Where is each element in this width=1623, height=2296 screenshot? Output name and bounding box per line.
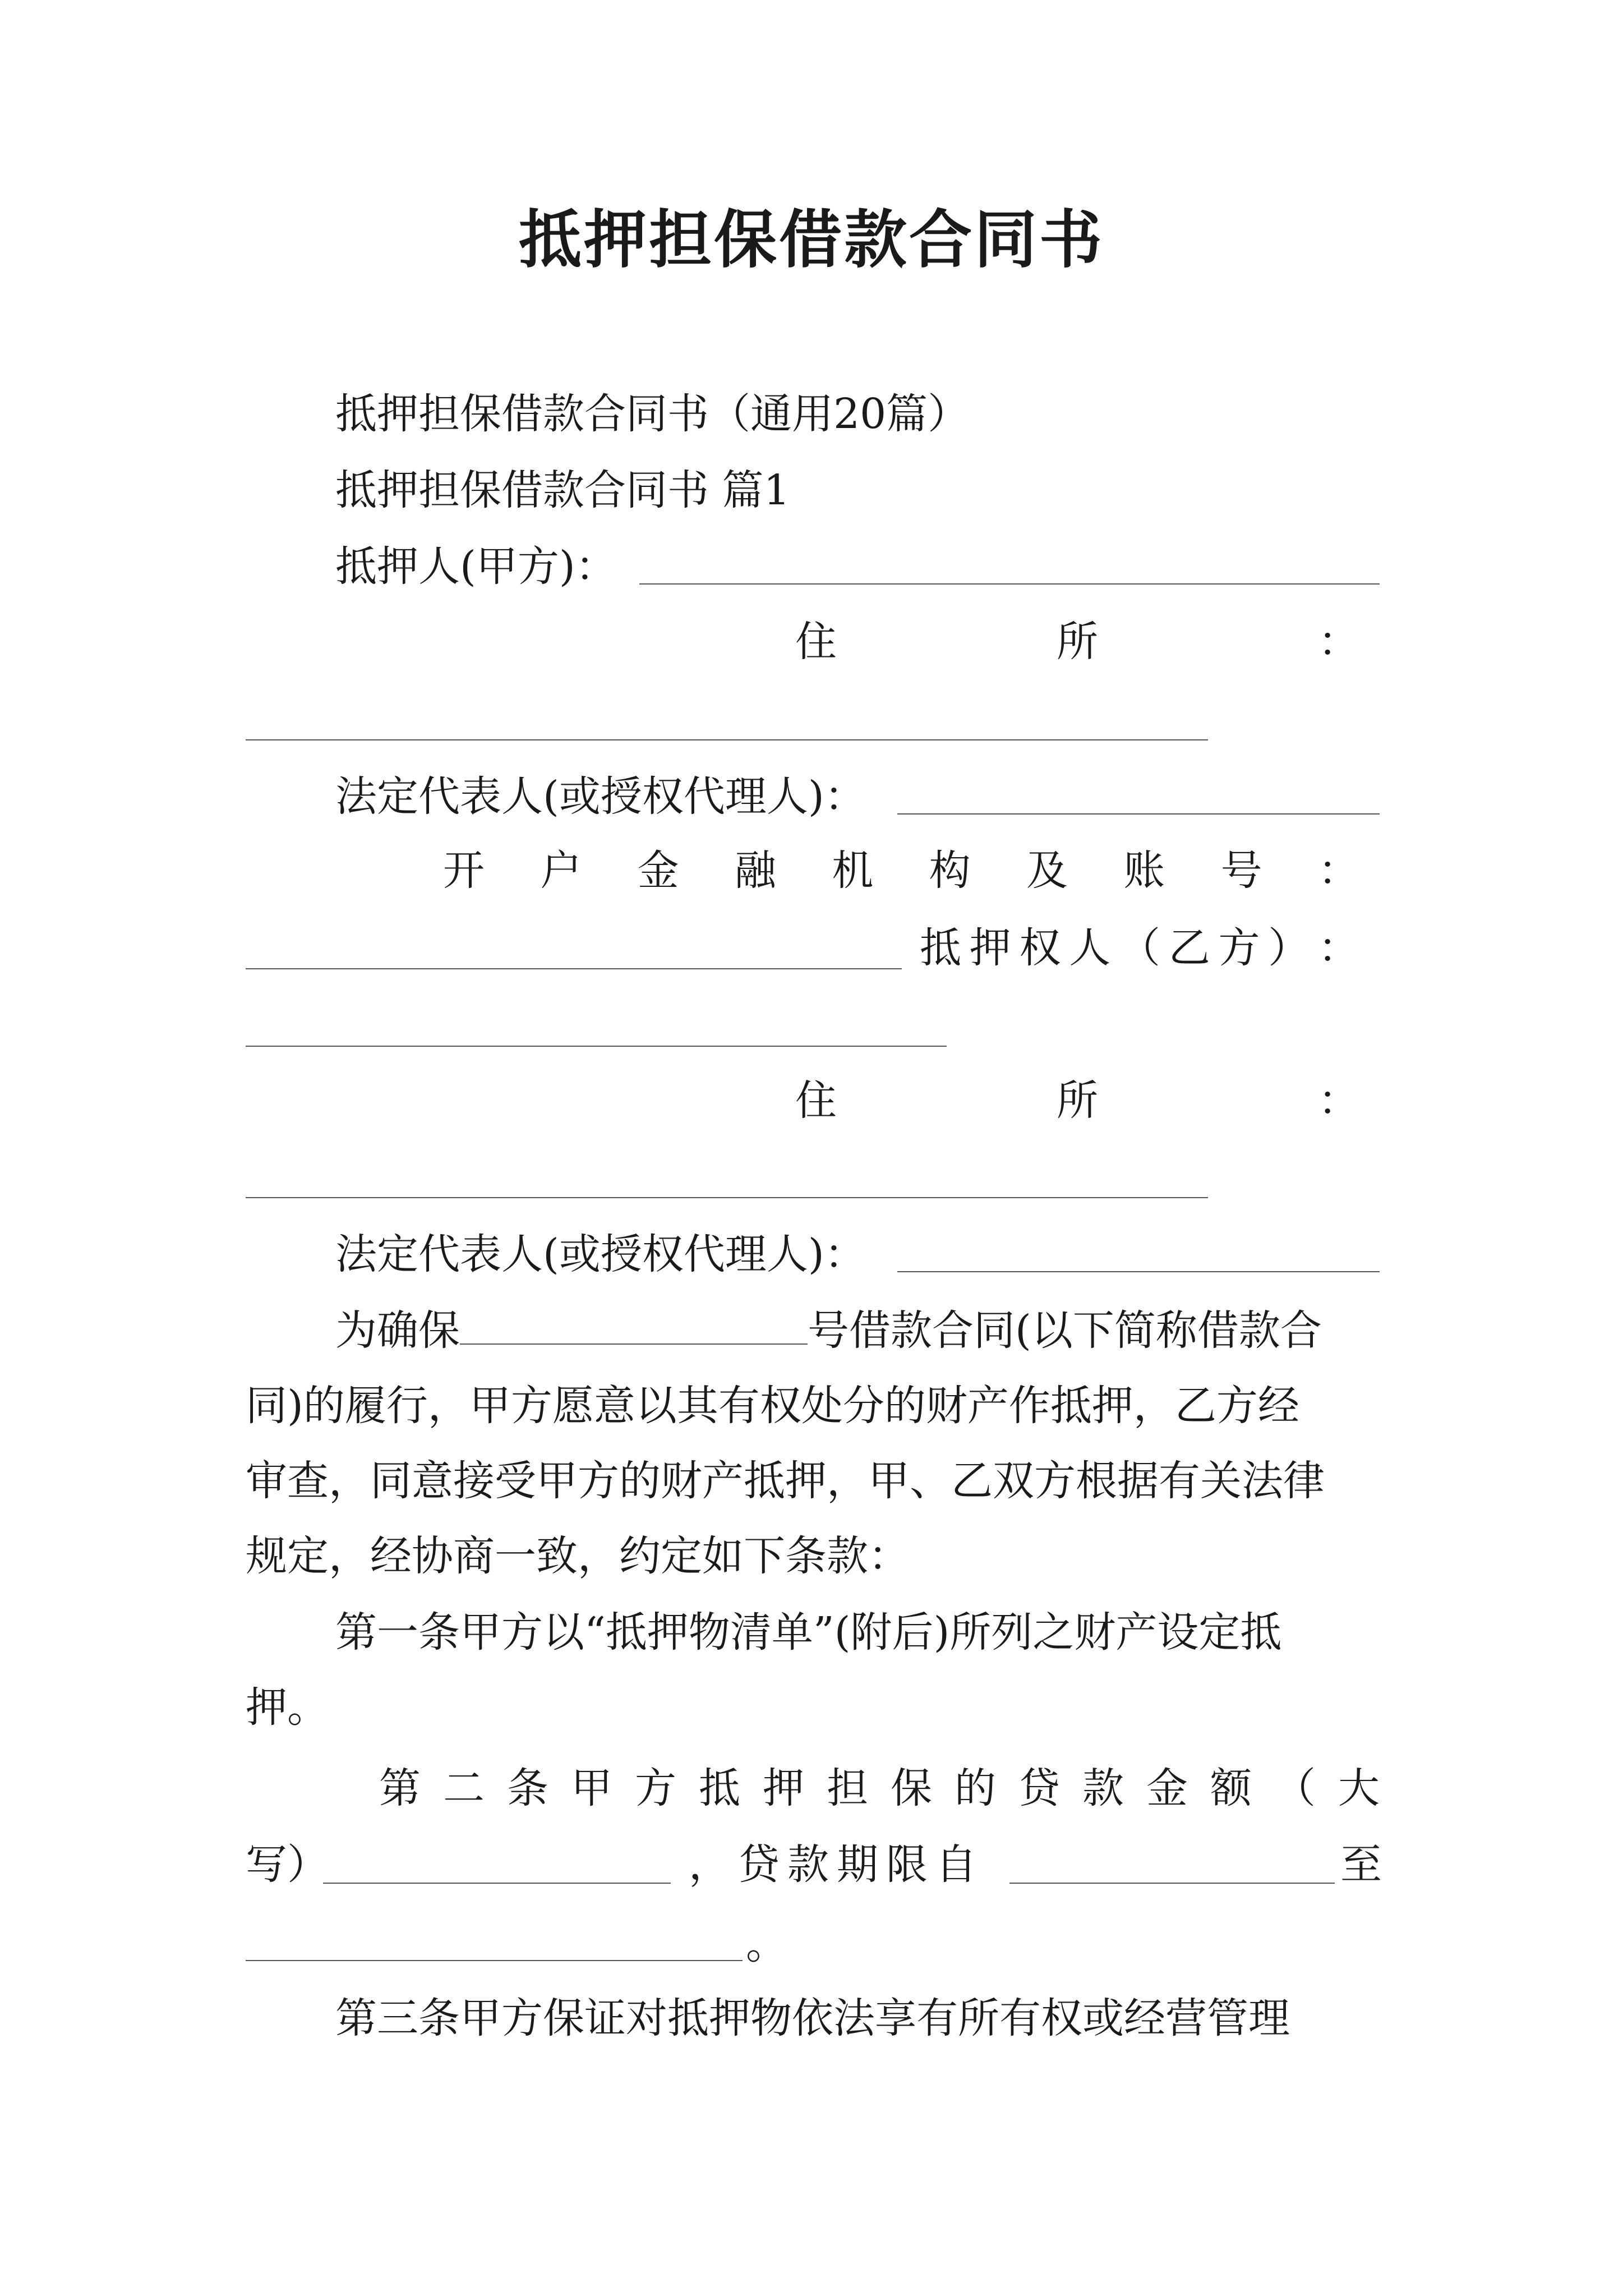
para1-line4: 规定，经协商一致，约定如下条款： xyxy=(246,1532,910,1580)
mortgagee-char: 抵 xyxy=(920,924,961,972)
term-end-blank xyxy=(246,1960,743,1961)
article2-line1 xyxy=(379,1760,1380,1816)
bank-char: 融 xyxy=(734,846,776,895)
subtitle: 抵押担保借款合同书（通用20篇） xyxy=(335,390,970,438)
mortgagee-row xyxy=(920,920,1359,976)
article2-char: 第 xyxy=(379,1764,421,1812)
address-a-blank xyxy=(246,739,1208,740)
bank-char: 机 xyxy=(832,846,874,895)
bank-char: 构 xyxy=(929,846,971,895)
article2-char: 款 xyxy=(1082,1764,1124,1812)
bank-char: 开 xyxy=(443,846,485,895)
legal-rep-a-label: 法定代表人(或授权代理人)： xyxy=(335,772,866,821)
article2-end: 。 xyxy=(746,1920,787,1968)
address-a-row xyxy=(795,614,1359,670)
article2-to: 至 xyxy=(1340,1841,1382,1889)
article1-line1: 第一条甲方以“抵押物清单”(附后)所列之财产设定抵 xyxy=(335,1608,1282,1657)
address-a-char: 住 xyxy=(795,618,837,666)
article2-char: 甲 xyxy=(571,1764,612,1812)
mortgagee-char: 权 xyxy=(1019,924,1061,972)
bank-char: 号 xyxy=(1220,846,1262,895)
para1-line3: 审查，同意接受甲方的财产抵押，甲、乙双方根据有关法律 xyxy=(246,1457,1325,1505)
address-a-char: ： xyxy=(1318,618,1359,666)
para1-rest: 号借款合同(以下简称借款合 xyxy=(808,1306,1322,1355)
article2-write-label: 写） xyxy=(246,1841,329,1889)
legal-rep-b-label: 法定代表人(或授权代理人)： xyxy=(335,1230,866,1278)
article2-char: 押 xyxy=(763,1764,804,1812)
bank-blank xyxy=(246,968,902,969)
mortgagee-char: （ xyxy=(1119,924,1160,972)
mortgagee-char: 押 xyxy=(969,924,1011,972)
para1-start: 为确保 xyxy=(335,1306,460,1355)
article2-char: 保 xyxy=(891,1764,932,1812)
address-b-char: 住 xyxy=(795,1076,837,1125)
article2-term-label: ，贷款期限自 xyxy=(689,1841,985,1889)
article3-line1: 第三条甲方保证对抵押物依法享有所有权或经营管理 xyxy=(335,1994,1290,2042)
mortgagee-char: 乙 xyxy=(1168,924,1210,972)
legal-rep-a-blank xyxy=(897,813,1380,815)
article2-char: 额 xyxy=(1210,1764,1252,1812)
mortgagee-blank xyxy=(246,1046,947,1047)
article2-char: 抵 xyxy=(699,1764,740,1812)
document-title: 抵押担保借款合同书 xyxy=(519,203,1104,277)
article2-char: 方 xyxy=(635,1764,676,1812)
mortgagor-label: 抵押人(甲方)： xyxy=(335,542,617,591)
bank-char: 户 xyxy=(540,846,582,895)
contract-number-blank xyxy=(460,1308,808,1345)
address-a-char: 所 xyxy=(1057,618,1098,666)
article2-char: 条 xyxy=(507,1764,548,1812)
para1-line2: 同)的履行，甲方愿意以其有权处分的财产作抵押，乙方经 xyxy=(246,1382,1299,1430)
bank-char: 账 xyxy=(1123,846,1165,895)
bank-char: 金 xyxy=(637,846,679,895)
mortgagee-char: 人 xyxy=(1069,924,1111,972)
article2-char: 贷 xyxy=(1018,1764,1060,1812)
mortgagee-char: ） xyxy=(1268,924,1310,972)
article2-char: 金 xyxy=(1146,1764,1188,1812)
article1-line2: 押。 xyxy=(246,1683,329,1732)
mortgagor-blank xyxy=(639,583,1380,585)
bank-row xyxy=(443,843,1359,899)
term-start-blank xyxy=(1009,1883,1335,1884)
mortgagee-char: ： xyxy=(1318,924,1359,972)
bank-char: ： xyxy=(1317,846,1359,895)
legal-rep-b-blank xyxy=(897,1271,1380,1272)
amount-blank xyxy=(323,1883,671,1884)
para1-line1 xyxy=(335,1303,1380,1359)
mortgagee-char: 方 xyxy=(1218,924,1260,972)
section-heading: 抵押担保借款合同书 篇1 xyxy=(335,466,790,514)
address-b-row xyxy=(795,1073,1359,1129)
address-b-char: 所 xyxy=(1057,1076,1098,1125)
article2-char: 担 xyxy=(827,1764,868,1812)
article2-char: 的 xyxy=(955,1764,996,1812)
article2-char: 二 xyxy=(443,1764,485,1812)
address-b-char: ： xyxy=(1318,1076,1359,1125)
article2-char: 大 xyxy=(1338,1764,1380,1812)
bank-char: 及 xyxy=(1026,846,1068,895)
address-b-blank xyxy=(246,1197,1208,1198)
article2-char: （ xyxy=(1274,1764,1316,1812)
